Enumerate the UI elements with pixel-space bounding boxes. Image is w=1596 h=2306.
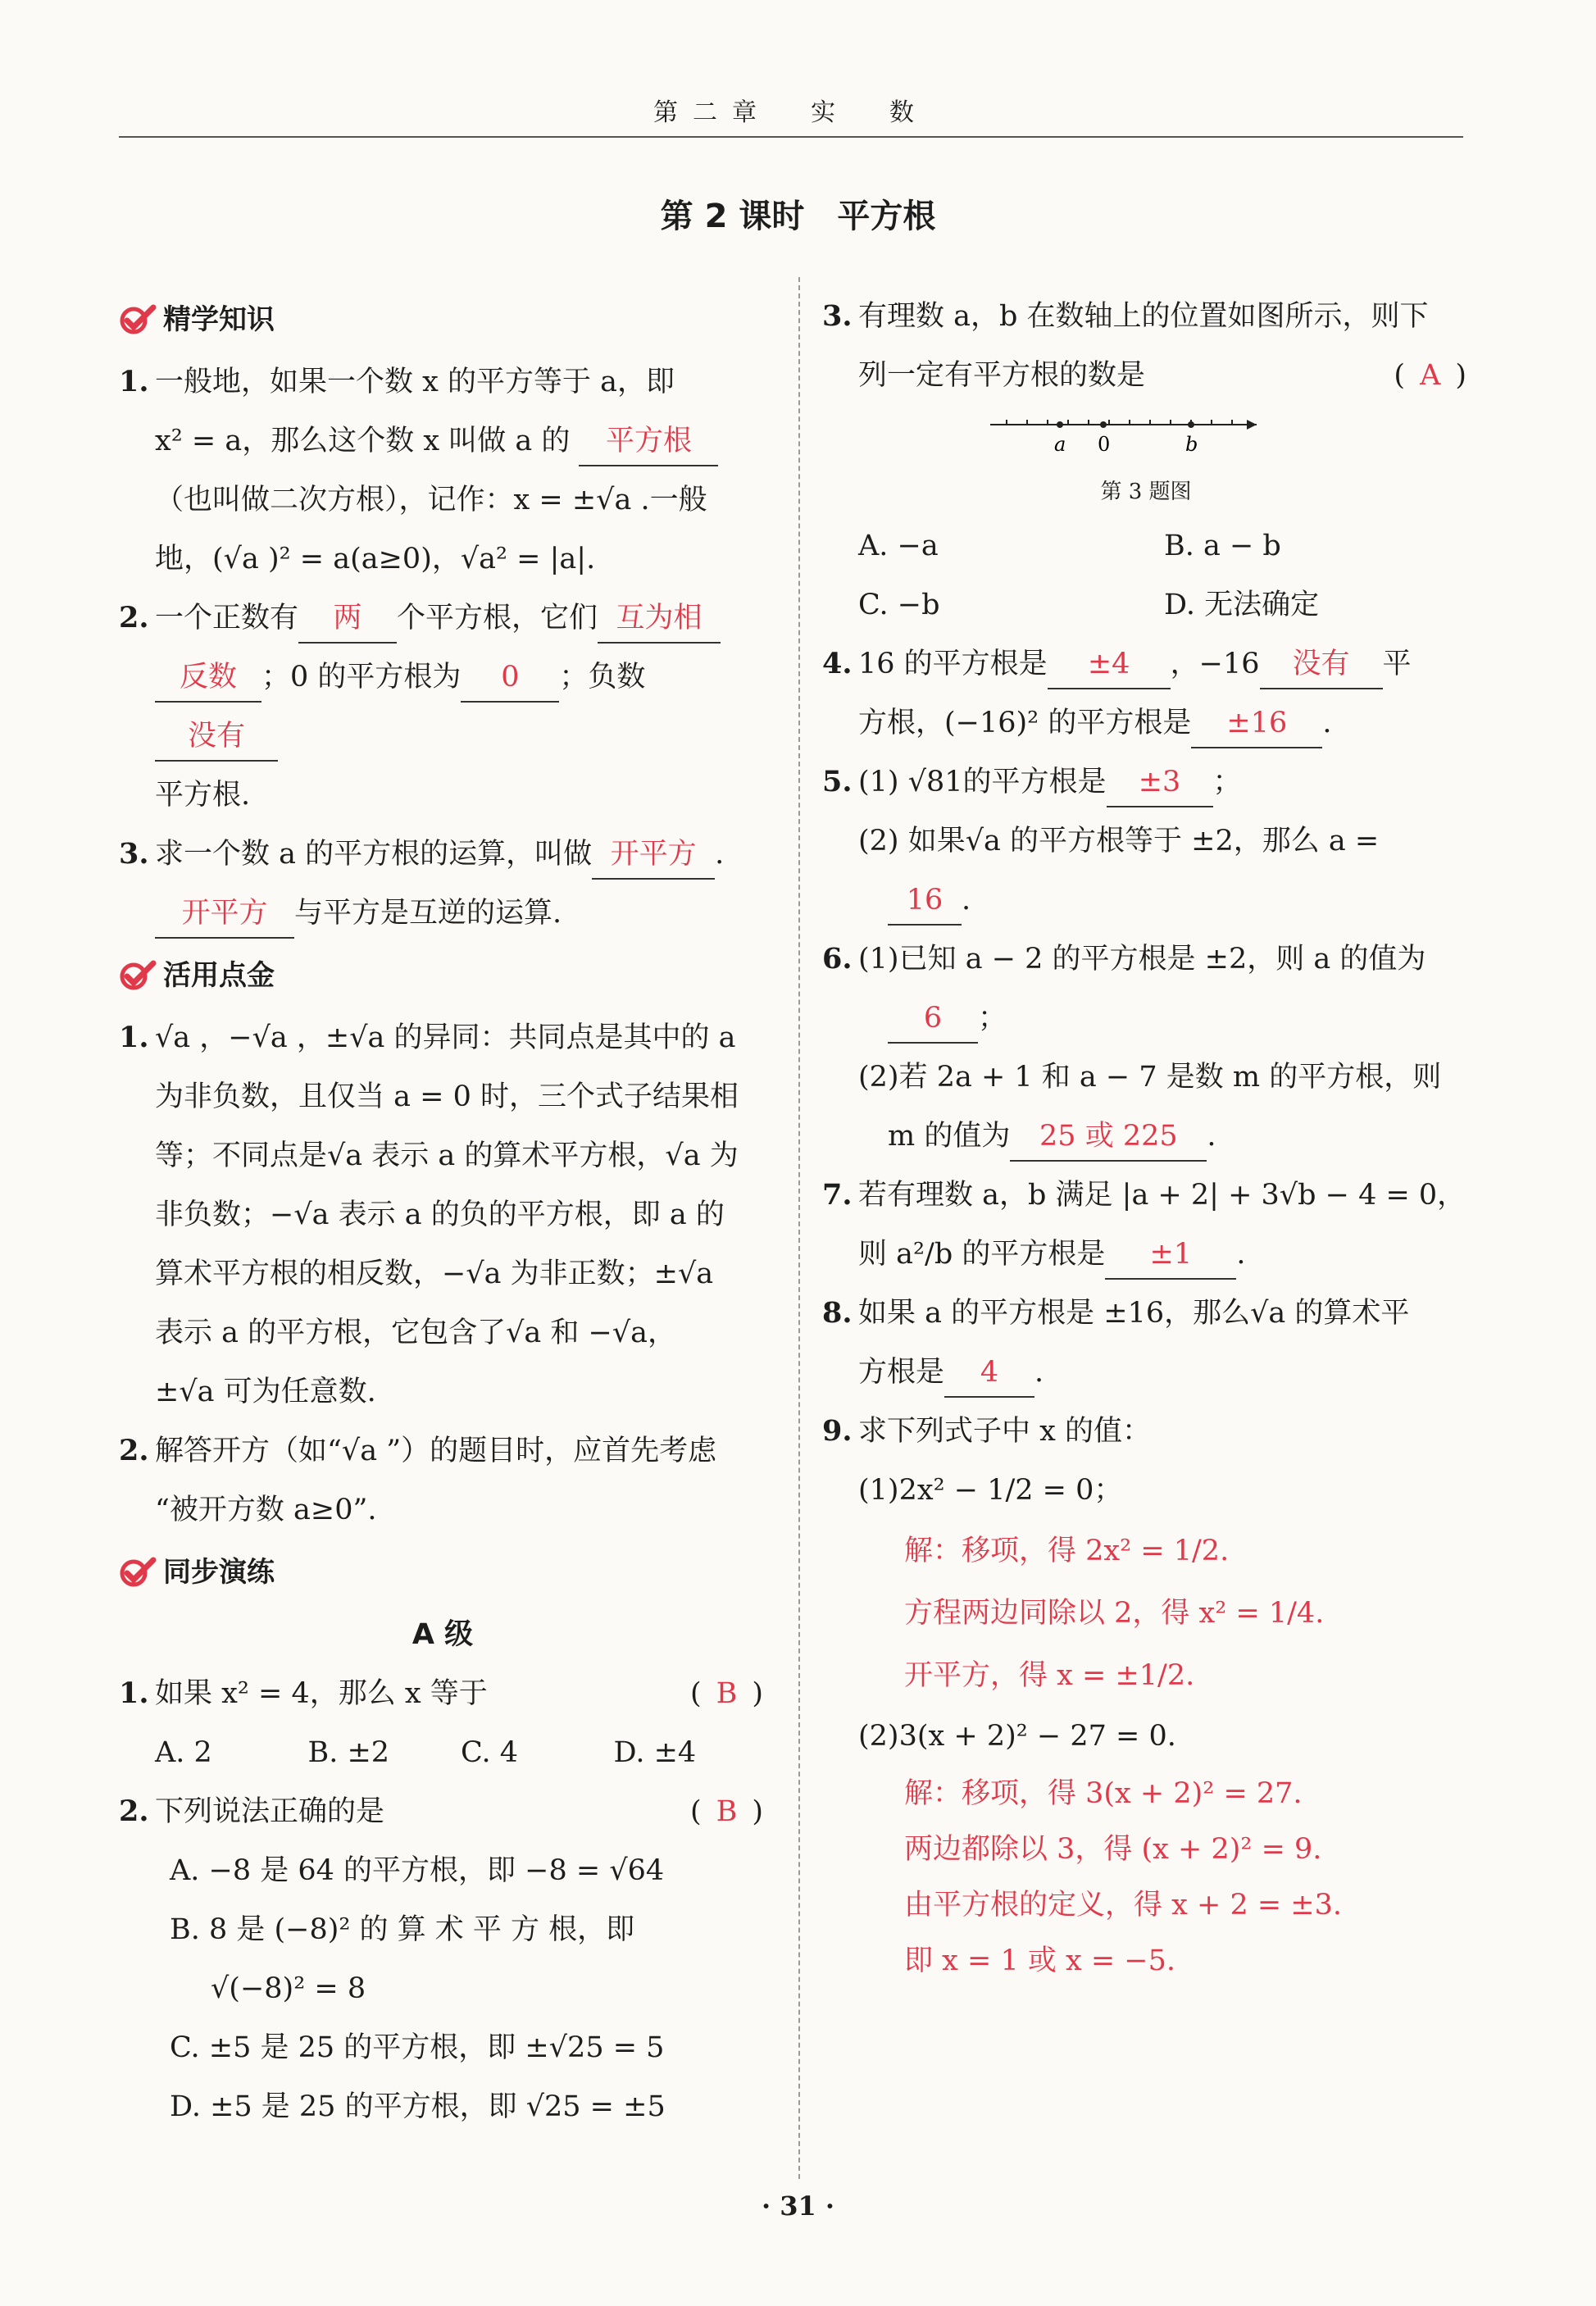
level-label: A 级 — [412, 1618, 474, 1651]
option: D. ±4 — [613, 1736, 697, 1769]
check-icon — [119, 960, 157, 991]
option: C. ±5 是 25 的平方根，即 ±√25 = 5 — [170, 2031, 665, 2064]
answer-blank: 反数 — [155, 653, 261, 703]
option: B. ±2 — [307, 1736, 390, 1769]
option: B. 8 是 (−8)² 的 算 术 平 方 根，即 — [170, 1913, 635, 1946]
question-9: 9. 求下列式子中 x 的值： — [822, 1414, 1151, 1448]
option: D. 无法确定 — [1164, 589, 1320, 621]
option: A. 2 — [155, 1736, 212, 1769]
answer-blank: 25 或 225 — [1010, 1112, 1207, 1162]
question-3: 3. 有理数 a，b 在数轴上的位置如图所示，则下 — [822, 299, 1429, 333]
point-a — [1057, 421, 1063, 428]
knowledge-item-3: 3. 求一个数 a 的平方根的运算，叫做 开平方 . — [119, 825, 766, 884]
solution-line: 即 x = 1 或 x = −5. — [904, 1944, 1175, 1977]
section-title: 同步演练 — [163, 1556, 275, 1589]
question-1: 1. 如果 x² = 4，那么 x 等于 ( B ) — [119, 1664, 766, 1723]
number-line-figure — [896, 405, 1470, 467]
answer-blank: 互为相 — [598, 594, 721, 644]
text-line: 方根，(−16)² 的平方根是 ±16 . — [822, 694, 1470, 753]
text-line: 开平方 与平方是互逆的运算. — [119, 884, 766, 943]
answer-blank: 0 — [461, 653, 559, 703]
answer-blank: 没有 — [1260, 640, 1383, 689]
solution-line: 两边都除以 3，得 (x + 2)² = 9. — [904, 1833, 1322, 1866]
text-line: (2)若 2a + 1 和 a − 7 是数 m 的平方根，则 — [858, 1061, 1442, 1094]
answer-blank: 16 — [888, 876, 962, 926]
text-line: 列一定有平方根的数是 ( A ) — [822, 346, 1470, 405]
left-column — [119, 287, 766, 2136]
answer-blank: ±3 — [1107, 758, 1213, 807]
option: A. −a — [858, 530, 939, 562]
text-line: 6 ； — [822, 989, 1470, 1048]
text-line: 一般地，如果一个数 x 的平方等于 a，即 — [155, 366, 675, 398]
text-line: 算术平方根的相反数，−√a 为非正数；±√a — [155, 1258, 714, 1290]
text-line: （也叫做二次方根），记作：x = ±√a .一般 — [155, 484, 707, 516]
figure-caption: 第 3 题图 — [1100, 480, 1192, 504]
answer-blank: ±16 — [1191, 699, 1322, 748]
point-b — [1188, 421, 1194, 428]
question-4: 4. 16 的平方根是 ±4 ，−16 没有 平 — [822, 634, 1470, 694]
check-icon — [119, 1557, 157, 1588]
answer-blank: 开平方 — [592, 830, 715, 880]
text-line: m 的值为 25 或 225 . — [822, 1107, 1470, 1166]
answer-blank: ±4 — [1048, 640, 1171, 689]
solution-line: 由平方根的定义，得 x + 2 = ±3. — [904, 1889, 1343, 1922]
text-line: “被开方数 a≥0”. — [155, 1494, 377, 1526]
text-line: 非负数；−√a 表示 a 的负的平方根，即 a 的 — [155, 1198, 725, 1231]
text-line: ±√a 可为任意数. — [155, 1376, 376, 1408]
answer-paren: ( A ) — [1394, 359, 1470, 392]
text-line: 地，(√a )² = a(a≥0)，√a² = |a|. — [155, 543, 596, 575]
answer-blank: 4 — [944, 1349, 1034, 1398]
question-5: 5. (1) √81的平方根是 ±3 ； — [822, 753, 1470, 812]
text-line: 反数 ；0 的平方根为 0 ；负数没有 — [119, 648, 766, 766]
answer-blank: 两 — [298, 594, 397, 644]
question-8: 8. 如果 a 的平方根是 ±16，那么√a 的算术平 — [822, 1296, 1410, 1330]
text-line: 平方根. — [155, 779, 251, 812]
question-7: 7. 若有理数 a，b 满足 |a + 2| + 3√b − 4 = 0， — [822, 1178, 1466, 1212]
question-6: 6. (1)已知 a − 2 的平方根是 ±2，则 a 的值为 — [822, 942, 1426, 976]
options — [119, 1723, 766, 1782]
option: C. −b — [858, 589, 940, 621]
solution-line: 方程两边同除以 2，得 x² = 1/4. — [904, 1597, 1325, 1630]
sub-question: (1)2x² − 1/2 = 0； — [858, 1474, 1123, 1507]
knowledge-item-2: 2. 一个正数有 两 个平方根，它们 互为相 — [119, 589, 766, 648]
check-icon — [119, 304, 157, 335]
text-line: 16 . — [822, 871, 1470, 930]
text-line: 则 a²/b 的平方根是 ±1 . — [822, 1225, 1470, 1284]
answer-blank: 6 — [888, 994, 978, 1044]
section-title: 精学知识 — [163, 303, 275, 336]
text-line: 为非负数，且仅当 a = 0 时，三个式子结果相 — [155, 1080, 739, 1113]
axis-label-zero: 0 — [1098, 433, 1111, 456]
section-heading — [119, 1543, 766, 1602]
tip-item-2: 2. 解答开方（如“√a ”）的题目时，应首先考虑 — [119, 1434, 717, 1467]
text-line: x² = a，那么这个数 x 叫做 a 的 平方根 — [155, 412, 766, 471]
text-line: (2) 如果√a 的平方根等于 ±2，那么 a = — [858, 825, 1380, 857]
solution-line: 解：移项，得 2x² = 1/2. — [904, 1535, 1230, 1567]
answer-blank: 开平方 — [155, 889, 294, 939]
answer-blank: ±1 — [1105, 1230, 1236, 1280]
number-line — [896, 405, 1273, 467]
right-column — [822, 287, 1470, 1989]
point-origin — [1100, 421, 1107, 428]
section-heading — [119, 290, 766, 349]
header-rule — [119, 136, 1463, 138]
options — [822, 575, 1470, 634]
axis-label-a: a — [1054, 433, 1066, 456]
option: C. 4 — [461, 1736, 519, 1769]
axis-label-b: b — [1185, 433, 1198, 456]
solution-line: 开平方，得 x = ±1/2. — [904, 1659, 1195, 1692]
knowledge-item-1: 1. 一般地，如果一个数 x 的平方等于 a，即 x² = a，那么这个数 x 叫做 a 的 平方根 — [119, 352, 766, 471]
text-line: 等；不同点是√a 表示 a 的算术平方根，√a 为 — [155, 1139, 739, 1172]
answer-blank: 平方根 — [579, 417, 718, 466]
page-title: 第 2 课时 平方根 — [660, 198, 936, 235]
option: D. ±5 是 25 的平方根，即 √25 = ±5 — [170, 2090, 666, 2123]
text-line: 表示 a 的平方根，它包含了√a 和 −√a， — [155, 1317, 677, 1349]
chapter-header: 第二章 实 数 — [653, 98, 929, 127]
answer-paren: ( B ) — [689, 1677, 766, 1710]
tip-item-1: 1. √a ，−√a ，±√a 的异同：共同点是其中的 a — [119, 1021, 736, 1054]
column-divider — [798, 277, 800, 2179]
section-title: 活用点金 — [163, 959, 275, 992]
options — [822, 516, 1470, 575]
answer-paren: ( B ) — [689, 1795, 766, 1828]
answer-blank: 没有 — [155, 712, 278, 762]
text-line: 方根是 4 . — [822, 1343, 1470, 1402]
section-heading — [119, 946, 766, 1005]
sub-question: (2)3(x + 2)² − 27 = 0. — [858, 1720, 1176, 1753]
page-number: · 31 · — [761, 2190, 835, 2222]
solution-line: 解：移项，得 3(x + 2)² = 27. — [904, 1777, 1303, 1810]
option: A. −8 是 64 的平方根，即 −8 = √64 — [170, 1854, 665, 1887]
option: √(−8)² = 8 — [211, 1972, 366, 2005]
question-2: 2. 下列说法正确的是 ( B ) — [119, 1782, 766, 1841]
option: B. a − b — [1164, 530, 1281, 562]
